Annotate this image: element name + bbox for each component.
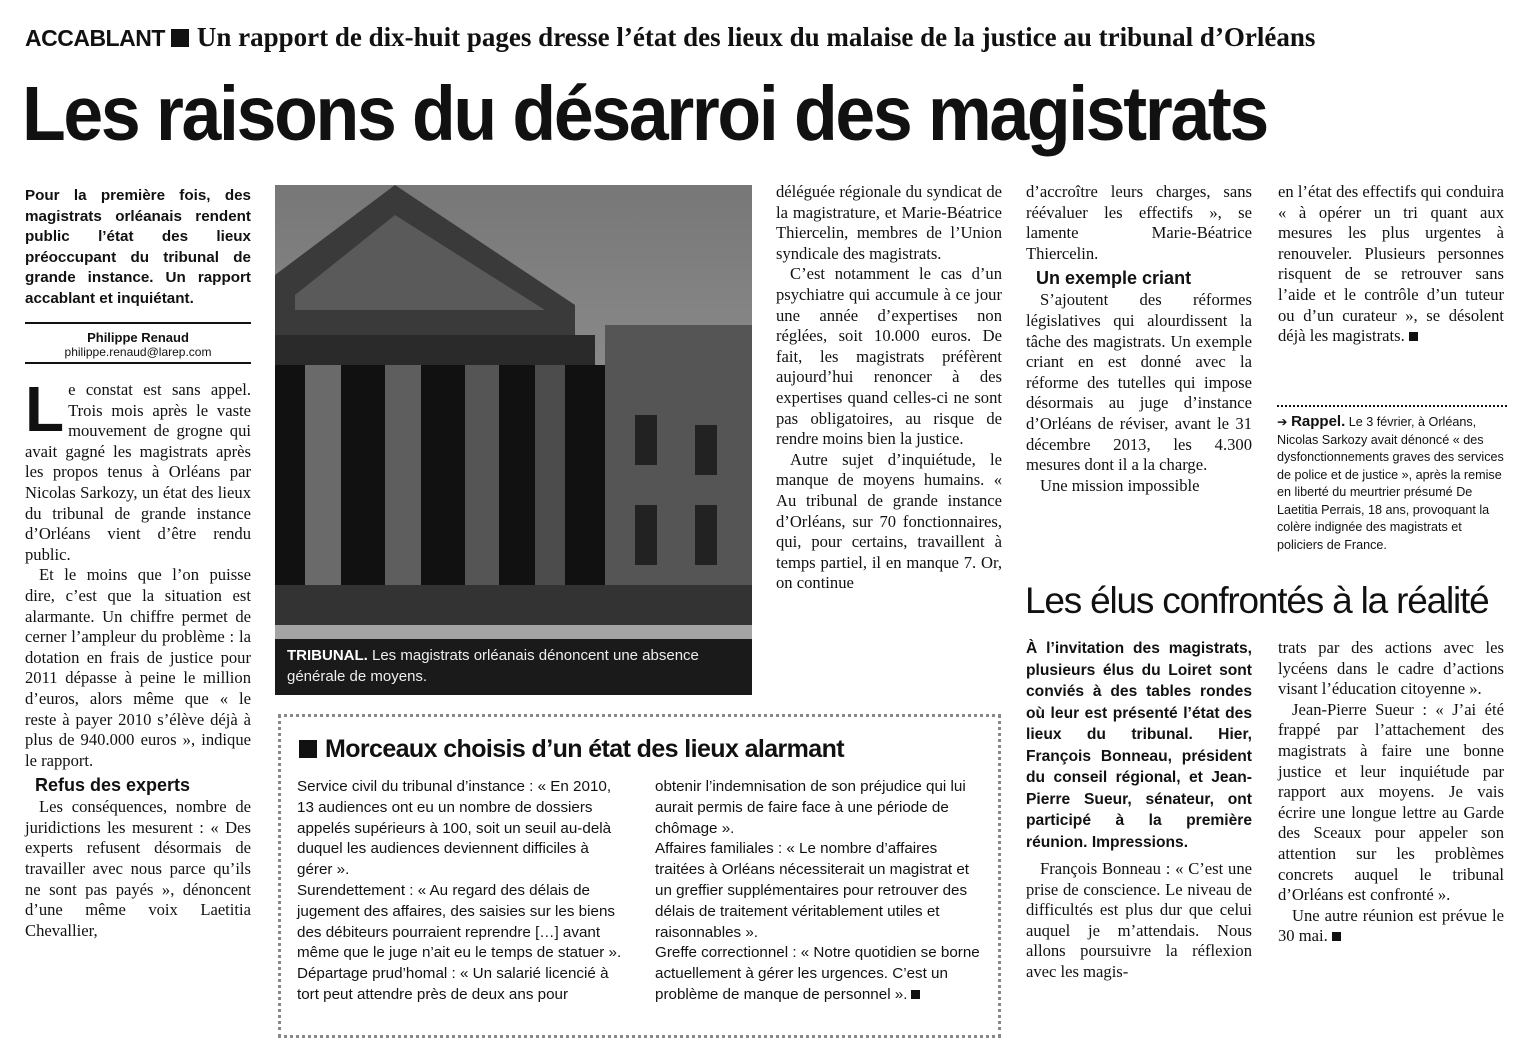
box-column-right — [655, 777, 985, 1006]
chapo: Pour la première fois, des magistrats orléanais rendent public l’état des lieux préoccupant du tribunal de grande instance. Un rapport accablant et inquiétant. — [25, 187, 251, 307]
box-title — [299, 735, 844, 764]
paragraph: François Bonneau : « C’est une prise de conscience. Le niveau de difficultés est plus dur que celui auquel je m’attendais. Nous allons poursuivre la réflexion avec les magis- — [1026, 859, 1252, 981]
caption-label: TRIBUNAL. — [287, 647, 368, 664]
paragraph: Et le moins que l’on puisse dire, c’est que la situation est alarmante. Un chiffre permet de cerner l’ampleur du problème : la dotation en frais de justice pour 2011 dépasse à peine le million d’euros, alors même que « le reste à payer 2010 s’élève déjà à plus de 940.000 euros », indique le rapport. — [25, 565, 251, 770]
author-name: Philippe Renaud — [87, 330, 189, 345]
square-bullet-icon — [299, 740, 317, 758]
lead: À l’invitation des magistrats, plusieurs élus du Loiret sont conviés à des tables rondes où leur est présenté l’état des lieux du tribunal. Hier, François Bonneau, président du conseil régional, et Jean-Pierre Sueur, sénateur, ont participé à la première réunion. Impressions. — [1026, 640, 1252, 851]
second-column-1 — [1026, 638, 1252, 983]
second-column-2 — [1278, 638, 1504, 947]
paragraph: e constat est sans appel. Trois mois après le vaste mouvement de grogne qui avait gagné les magistrats après les propos tenus à Orléans par Nicolas Sarkozy, un état des lieux du tribunal de grande instance d’Orléans vient d’être rendu public. — [25, 380, 251, 564]
photo-caption — [275, 639, 752, 695]
square-bullet-icon — [171, 29, 189, 47]
paragraph: Autre sujet d’inquiétude, le manque de moyens humains. « Au tribunal de grande instance d’Orléans, sur 70 fonctionnaires, qui, pour certains, travaillent à temps partiel, il en manque 7. Or, on continue — [776, 449, 1002, 593]
paragraph: C’est notamment le cas d’un psychiatre qui accumule à ce jour une année d’expertises non réglées, soit 10.000 euros. De fait, les magistrats préfèrent aujourd’hui renoncer à des expertises quand celles-ci ne sont pas obligatoires, au risque de rendre moins bien la justice. — [776, 264, 1002, 449]
paragraph: Une autre réunion est prévue le 30 mai. — [1278, 905, 1504, 946]
excerpt: Départage prud’homal : « Un salarié licencié à tort peut attendre près de deux ans pour — [297, 965, 609, 1003]
subheading: Un exemple criant — [1036, 268, 1192, 289]
column-1 — [25, 373, 251, 941]
paragraph: S’ajoutent des réformes législatives qui alourdissent la tâche des magistrats. Un exemple criant en est donné avec la réforme des tutelles qui impose désormais au juge d’instance d’Orléans de réviser, avant le 31 décembre 2013, les 4.300 mesures dont il a la charge. — [1026, 290, 1252, 475]
caption-text: Les magistrats orléanais dénoncent une absence générale de moyens. — [287, 647, 699, 685]
byline — [25, 322, 251, 364]
excerpts-box — [278, 714, 1001, 1038]
rappel-box — [1277, 405, 1507, 554]
box-title-text: Morceaux choisis d’un état des lieux alarmant — [325, 735, 845, 763]
kicker-text: Un rapport de dix-huit pages dresse l’état des lieux du malaise de la justice au tribunal d’Orléans — [196, 22, 1316, 52]
second-headline: Les élus confrontés à la réalité — [1025, 580, 1489, 621]
end-mark-icon — [1332, 932, 1341, 941]
excerpt: Greffe correctionnel : « Notre quotidien se borne actuellement à gérer les urgences. C’est un problème de manque de personnel ». — [655, 944, 980, 1003]
headline: Les raisons du désarroi des magistrats — [22, 71, 1267, 157]
paragraph: en l’état des effectifs qui conduira « à opérer un tri quant aux mesures les plus urgentes à renouveler. Plusieurs personnes risquent de se retrouver sans l’aide et le contrôle d’un tuteur ou d’un curateur », se désolent déjà les magistrats. — [1278, 182, 1504, 346]
kicker — [25, 22, 1315, 53]
subheading: Refus des experts — [35, 775, 191, 796]
drop-cap: L — [25, 373, 65, 445]
tribunal-photo — [275, 185, 752, 695]
kicker-tag: ACCABLANT — [25, 25, 165, 51]
paragraph: déléguée régionale du syndicat de la magistrature, et Marie-Béatrice Thiercelin, membres de l’Union syndicale des magistrats. — [776, 182, 1002, 263]
excerpt: Affaires familiales : « Le nombre d’affaires traitées à Orléans nécessiterait un magistrat et un greffier supplémentaires pour retrouver des délais de traitement véritablement utiles et raisonnables ». — [655, 840, 970, 941]
end-mark-icon — [911, 990, 920, 999]
excerpt: Service civil du tribunal d’instance : « En 2010, 13 audiences ont eu un nombre de dossiers appelés supérieurs à 100, soit un seuil au-delà duquel les audiences deviennent difficiles à gérer ». — [297, 778, 612, 879]
end-mark-icon — [1409, 332, 1418, 341]
courthouse-image — [275, 185, 752, 695]
paragraph: d’accroître leurs charges, sans réévaluer les effectifs », se lamente Marie-Béatrice Thiercelin. — [1026, 182, 1252, 263]
rappel-text: Le 3 février, à Orléans, Nicolas Sarkozy avait dénoncé « des dysfonctionnements graves des services de police et de justice », après la remise en liberté du meurtrier présumé De Laetitia Perrais, 18 ans, provoquant la colère indignée des magistrats et policiers de France. — [1277, 415, 1504, 552]
rappel-label: Rappel. — [1291, 413, 1346, 430]
author-email[interactable]: philippe.renaud@larep.com — [64, 345, 212, 359]
paragraph: Une mission impossible — [1040, 475, 1200, 495]
column-5 — [1278, 182, 1504, 347]
arrow-icon: ➔ — [1277, 415, 1288, 429]
paragraph: Jean-Pierre Sueur : « J’ai été frappé par l’attachement des magistrats à faire une bonne justice et leur inquiétude par rapport aux moyens. Je vais écrire une longue lettre au Garde des Sceaux pour appeler son attention sur les problèmes concrets auquel le tribunal d’Orléans est confronté ». — [1278, 699, 1504, 905]
excerpt: obtenir l’indemnisation de son préjudice qui lui aurait permis de faire face à une période de chômage ». — [655, 778, 966, 837]
column-4 — [1026, 182, 1252, 496]
column-3 — [776, 182, 1002, 594]
excerpt: Surendettement : « Au regard des délais de jugement des affaires, des saisies sur les biens des débiteurs pourraient reprendre […] avant même que le juge n’ait eu le temps de statuer ». — [297, 881, 622, 962]
paragraph: Les conséquences, nombre de juridictions les mesurent : « Des experts refusent désormais de travailler avec nous parce qu’ils ne sont pas payés », dénoncent d’une même voix Laetitia Chevallier, — [25, 797, 251, 940]
paragraph: trats par des actions avec les lycéens dans le cadre d’actions visant l’éducation citoyenne ». — [1278, 638, 1504, 699]
box-column-left — [297, 777, 627, 1006]
